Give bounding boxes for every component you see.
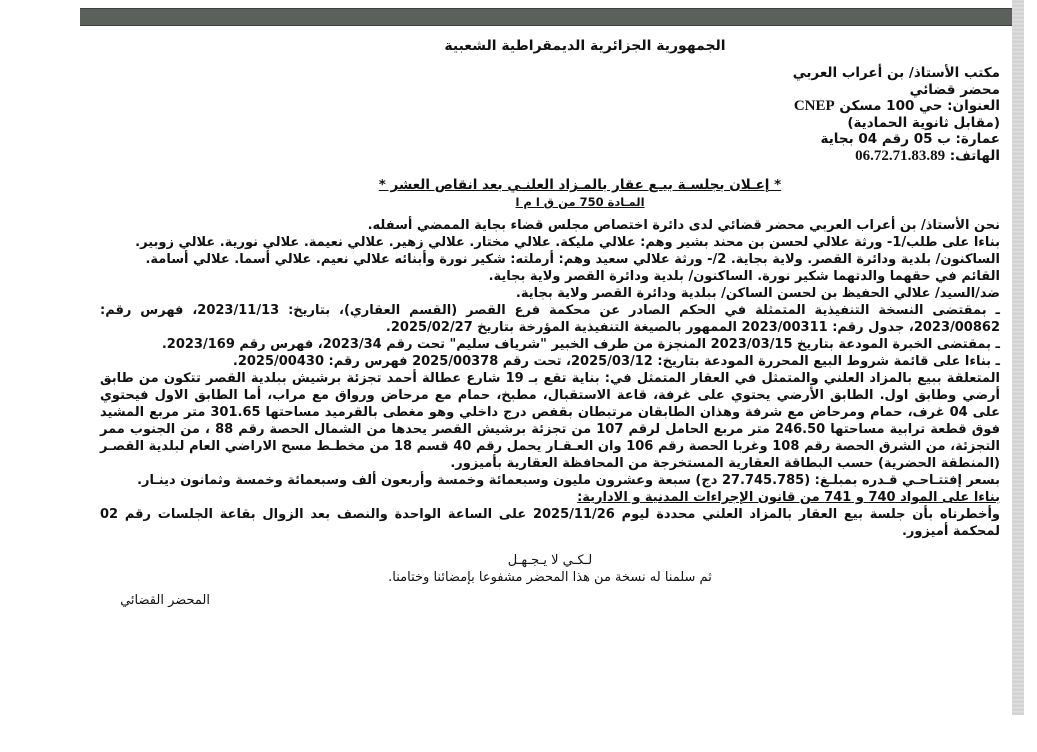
office-name: مكتب الأستاذ/ بن أعراب العربي bbox=[792, 65, 1000, 81]
bailiff-office-block bbox=[100, 65, 1000, 164]
closing-block bbox=[100, 552, 1000, 586]
property-description: المتعلقة ببيع بالمزاد العلني والمتمثل في العقار المتمثل في: بناية تقع بـ 19 شارع عطالة أحمد تجزئة برشيش ببلدية القصر تتكون من طابق أرضي وطابق اول. الطابق الأرضي يحتوي على غرفة، قاعة الاستقبال، مطبخ، حمام مع مرحاض ورواق مع مراب، أما الطابق الاول فيحتوي على 04 غرف، حمام ومرحاض مع شرفة وهذان الطابقان مرتبطان بقفص درج داخلي وهو مغطى بالقرميد مساحتها 301.65 متر مربع المشيد فوق قطعة ترابية مساحتها 246.50 متر مربع الحامل لرقم 107 من تجزئة برشيش القصر يحدها من الشمال الحصة رقم 88 ، من الجنوب ممر التجزئة، من الشرق الحصة رقم 108 وغربا الحصة رقم 106 وان العـقـار يحمل رقم 40 قسم 18 من مخطـط مسح الاراضي العام لبلدية القصـر (المنطقة الحضرية) حسب البطاقة العقارية المستخرجة من المحافظة العقارية بأميزور. bbox=[100, 371, 1000, 471]
body-paragraph: ـ بمقتضى الخبرة المودعة بتاريخ 2023/03/15 المنجزة من طرف الخبير "شرياف سليم" تحت رقم 2023/34، فهرس رقم 2023/169. bbox=[161, 337, 1000, 352]
office-landmark: (مقابل ثانوية الحمادية) bbox=[847, 114, 1000, 131]
notice-body bbox=[100, 217, 1000, 540]
body-paragraph: ـ بمقتضى النسخة التنفيذية المتمثلة في الحكم الصادر عن محكمة فرع القصر (القسم العقاري)، بتاريخ: 2023/11/13، فهرس رقم: 2023/00862، جدول رقم: 2023/00311 الممهور بالصيغة التنفيذية المؤرخة بتاريخ 2025/02/27. bbox=[100, 303, 1000, 335]
body-paragraph: القائم في حقهما والدتهما شكير نورة. الساكنون/ بلدية ودائرة القصر ولاية بجاية. bbox=[488, 269, 1000, 284]
republic-heading: الجمهورية الجزائرية الديمقراطية الشعبية bbox=[444, 38, 726, 54]
body-paragraph: الساكنون/ بلدية ودائرة القصر. ولاية بجاية. 2/- ورثة علالي سعيد وهم: أرملته: شكير نورة وأبنائه علالي نعيم. علالي أسما. علالي أسامة. bbox=[145, 252, 1000, 267]
notice-title: * إعـلان بجلسـة بيـع عقار بالمـزاد العلنـي بعد انقاص العشر * bbox=[378, 177, 782, 193]
office-address bbox=[100, 98, 1000, 115]
address-cnep: CNEP bbox=[793, 98, 835, 114]
notice-title-block bbox=[100, 177, 1000, 211]
closing-line-2: ثم سلمنا له نسخة من هذا المحضر مشفوعا بإمضائنا وختامنا. bbox=[388, 570, 712, 585]
office-role: محضر قضائي bbox=[909, 81, 1000, 98]
address-label: العنوان: حي 100 مسكن bbox=[839, 98, 1000, 114]
body-paragraph: بناءا على طلب/1- ورثة علالي لحسن بن محند بشير وهم: علالي مليكة. علالي مختار. علالي زهير. علالي نعيمة. علالي نورية. علالي زوبير. bbox=[135, 235, 1000, 250]
office-phone bbox=[100, 148, 1000, 165]
scan-top-bar bbox=[80, 8, 1012, 26]
office-building: عمارة: ب 05 رقم 04 بجاية bbox=[820, 131, 1000, 147]
closing-line-1: لـكـي لا يـجـهـل bbox=[507, 553, 593, 568]
phone-label: الهاتف: bbox=[949, 147, 1000, 164]
opening-price: بسعر إفتتـاحـي قـدره بمبلـغ: (27.745.785 دج) سبعة وعشرون مليون وسبعمائة وخمسة وأربعون ألف وسبعمائة وخمسة وثمانون دينـار. bbox=[137, 473, 1000, 488]
body-paragraph: نحن الأستاذ/ بن أعراب العربي محضر قضائي لدى دائرة اختصاص مجلس قضاء بجاية الممضي أسفله. bbox=[367, 218, 1000, 233]
scan-edge-strip bbox=[1012, 0, 1024, 715]
body-paragraph: ضد/السيد/ علالي الحفيظ بن لحسن الساكن/ ببلدية ودائرة القصر ولاية بجاية. bbox=[515, 286, 1000, 301]
notice-article: المـادة 750 من ق ا م ا bbox=[515, 195, 645, 209]
body-paragraph: ـ بناءا على قائمة شروط البيع المحررة المودعة بتاريخ: 2025/03/12، تحت رقم 2025/00378 فهرس رقم: 2025/00430. bbox=[232, 354, 1000, 369]
signature-label: المحضر القضائي bbox=[120, 593, 210, 608]
auction-date-notice: وأخطرناه بأن جلسة بيع العقار بالمزاد العلني محددة ليوم 2025/11/26 على الساعة الواحدة والنصف بعد الزوال بقاعة الجلسات رقم 02 لمحكمة أميزور. bbox=[100, 507, 1000, 539]
legal-basis: بناءا على المواد 740 و 741 من قانون الإجراءات المدنية و الادارية: bbox=[577, 490, 1000, 505]
document-page bbox=[100, 38, 1000, 609]
phone-number: 06.72.71.83.89 bbox=[855, 147, 946, 164]
